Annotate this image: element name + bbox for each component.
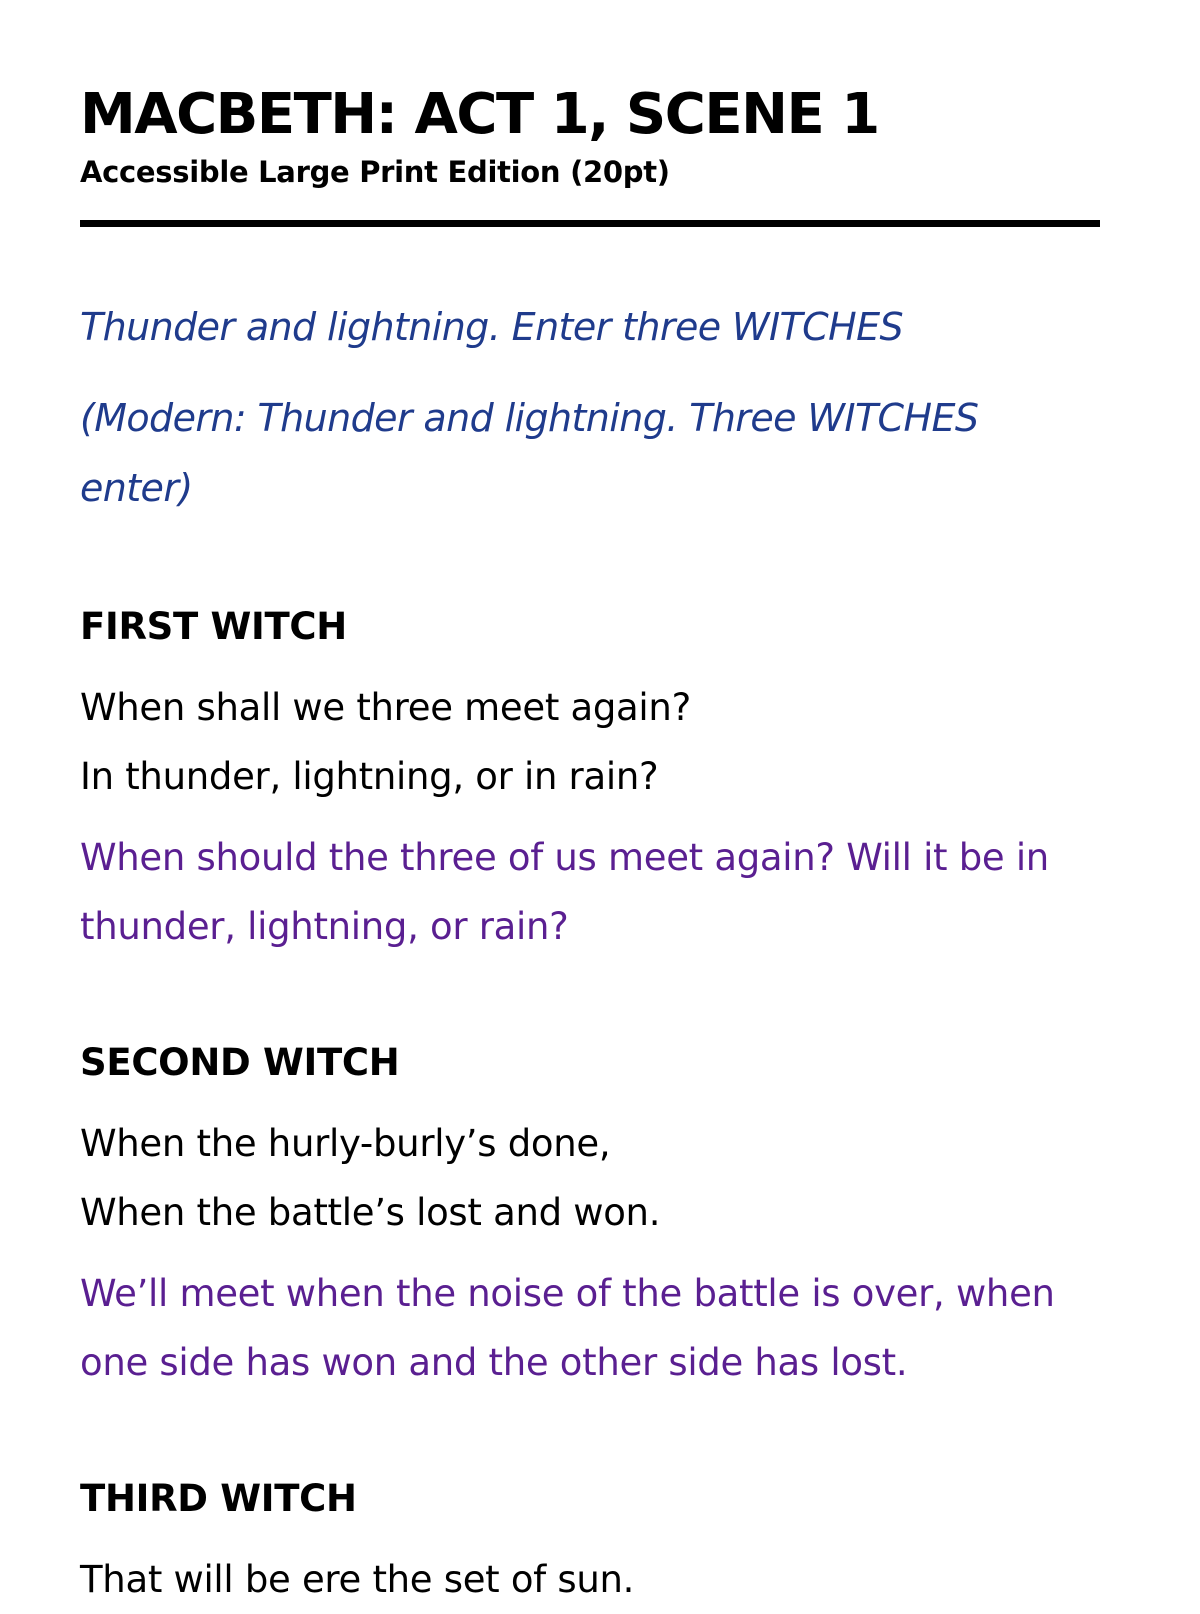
stage-direction-modern: (Modern: Thunder and lightning. Three WITCHES enter) bbox=[80, 396, 979, 510]
verse-line: In thunder, lightning, or in rain? bbox=[80, 755, 659, 798]
verse-lines bbox=[80, 1545, 1100, 1614]
speaker-name: THIRD WITCH bbox=[80, 1477, 357, 1520]
page-title: MACBETH: ACT 1, SCENE 1 bbox=[80, 82, 879, 147]
verse-line: When the hurly-burly’s done, bbox=[80, 1122, 611, 1165]
stage-direction bbox=[80, 303, 1100, 523]
speaker-name: FIRST WITCH bbox=[80, 605, 347, 648]
speech-third-witch bbox=[80, 1477, 1100, 1614]
verse-lines bbox=[80, 1109, 1100, 1247]
speech-second-witch bbox=[80, 1041, 1100, 1397]
speaker-name: SECOND WITCH bbox=[80, 1041, 400, 1084]
modern-translation: We’ll meet when the noise of the battle is over, when one side has won and the other side has lost. bbox=[80, 1272, 1055, 1384]
verse-line: That will be ere the set of sun. bbox=[80, 1558, 635, 1601]
modern-translation: When should the three of us meet again? Will it be in thunder, lightning, or rain? bbox=[80, 836, 1049, 948]
edition-subtitle: Accessible Large Print Edition (20pt) bbox=[80, 155, 670, 189]
speech-first-witch bbox=[80, 605, 1100, 961]
verse-line: When shall we three meet again? bbox=[80, 686, 691, 729]
verse-lines bbox=[80, 673, 1100, 811]
verse-line: When the battle’s lost and won. bbox=[80, 1191, 661, 1234]
stage-direction-original: Thunder and lightning. Enter three WITCHES bbox=[80, 305, 904, 349]
header-divider bbox=[80, 220, 1100, 227]
